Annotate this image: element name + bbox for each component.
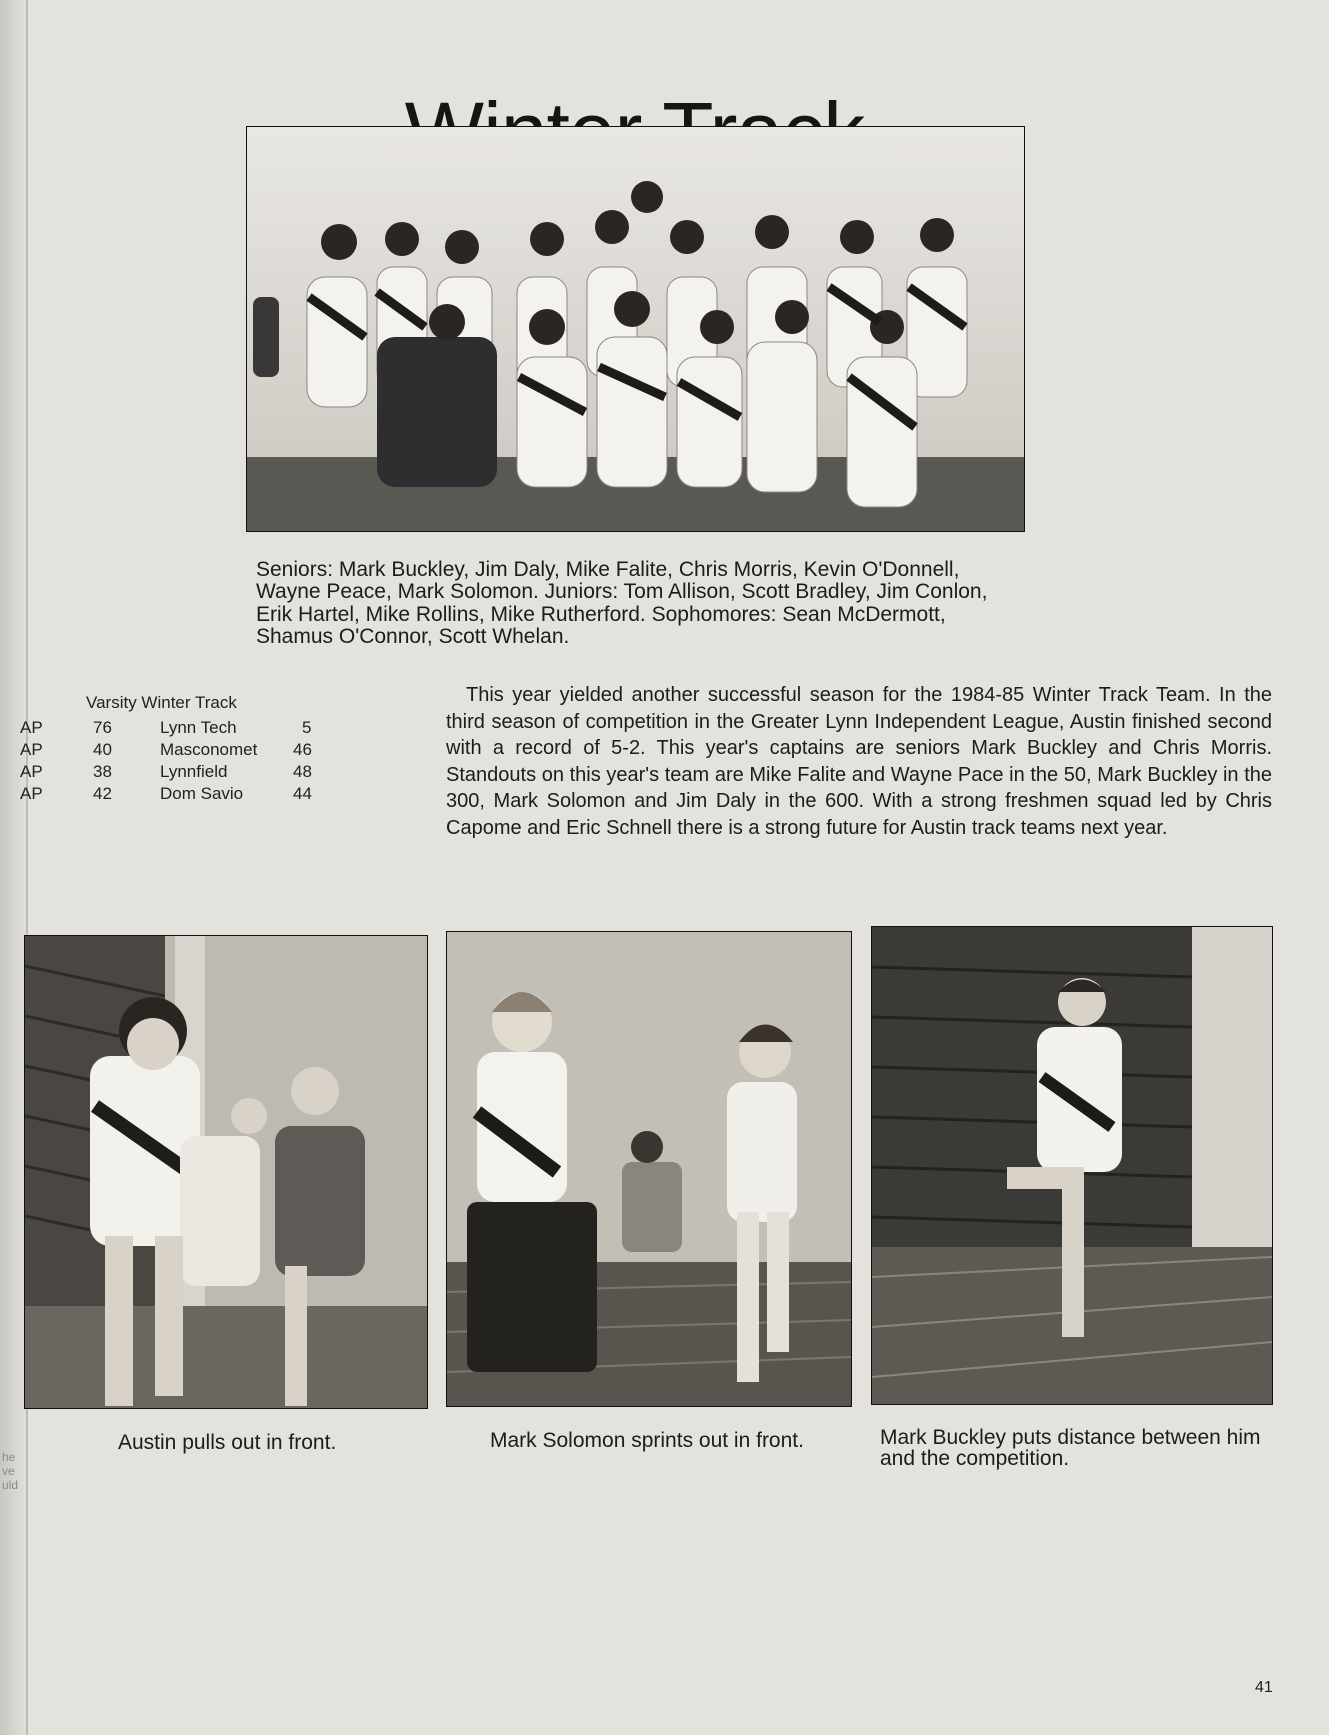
- team-score: 40: [93, 740, 112, 759]
- photo-austin-pulls-ahead: [24, 935, 428, 1409]
- score-row: [20, 784, 320, 806]
- scores-heading: Varsity Winter Track: [86, 693, 237, 712]
- bleed-through-margin: he ve uld: [2, 1450, 19, 1492]
- photo-caption: Mark Buckley puts distance between him and the competition.: [880, 1426, 1261, 1470]
- team-score: 42: [93, 784, 112, 803]
- team-photo: [246, 126, 1025, 532]
- team-abbr: AP: [20, 718, 43, 737]
- score-row: [20, 740, 320, 762]
- opponent-score: 44: [293, 784, 312, 803]
- story-paragraph: This year yielded another successful season for the 1984-85 Winter Track Team. In the third season of competition in the Greater Lynn Independent League, Austin finished second with a record of 5-2. This year's captains are seniors Mark Buckley and Chris Morris. Standouts on this year's team are Mike Falite and Wayne Pace in the 50, Mark Buckley in the 300, Mark Solomon and Jim Daly in the 600. With a strong freshmen squad led by Chris Capome and Eric Schnell there is a strong future for Austin track teams next year.: [446, 684, 1272, 839]
- opponent-score: 5: [302, 718, 312, 737]
- opponent-score: 48: [293, 762, 312, 781]
- team-score: 38: [93, 762, 112, 781]
- team-abbr: AP: [20, 762, 43, 781]
- team-abbr: AP: [20, 740, 43, 759]
- opponent-name: Masconomet: [160, 740, 258, 759]
- season-story: [446, 682, 1272, 842]
- score-row: [20, 718, 320, 740]
- opponent-name: Lynnfield: [160, 762, 228, 781]
- page-number: 41: [1255, 1679, 1273, 1696]
- team-photo-caption: Seniors: Mark Buckley, Jim Daly, Mike Falite, Chris Morris, Kevin O'Donnell, Wayne Peace, Mark Solomon. Juniors: Tom Allison, Scott Bradley, Jim Conlon, Erik Hartel, Mike Rollins, Mike Rutherford. Sophomores: Sean McDermott, Shamus O'Connor, Scott Whelan.: [256, 558, 988, 648]
- opponent-name: Dom Savio: [160, 784, 244, 803]
- opponent-score: 46: [293, 740, 312, 759]
- team-score: 76: [93, 718, 112, 737]
- binding-edge: [26, 0, 28, 1735]
- photo-caption: Mark Solomon sprints out in front.: [490, 1429, 804, 1452]
- photo-caption: Austin pulls out in front.: [118, 1431, 337, 1454]
- team-abbr: AP: [20, 784, 43, 803]
- opponent-name: Lynn Tech: [160, 718, 237, 737]
- score-row: [20, 762, 320, 784]
- photo-solomon-sprints: [446, 931, 852, 1407]
- photo-buckley-distance: [871, 926, 1273, 1405]
